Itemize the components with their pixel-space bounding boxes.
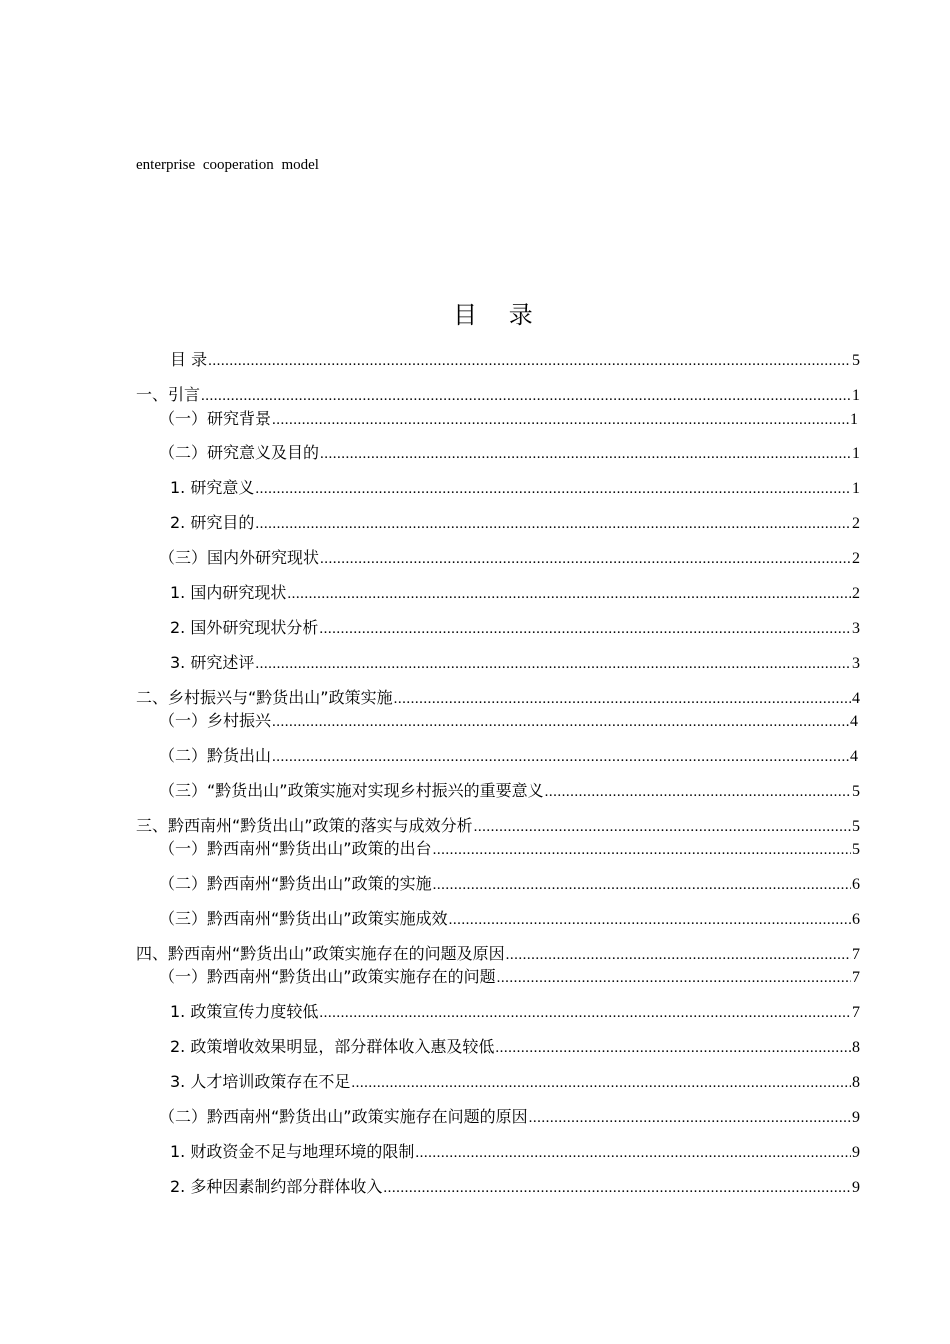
toc-leader-dots [272, 409, 849, 431]
toc-entry-label: 一、引言 [136, 385, 201, 404]
toc-entry-label: （二）研究意义及目的 [159, 443, 320, 462]
toc-entry-page: 3 [852, 620, 860, 637]
toc-entry-label: （一）黔西南州“黔货出山”政策实施存在的问题 [159, 967, 496, 986]
toc-entry[interactable] [170, 1176, 860, 1198]
toc-entry-label: （三）“黔货出山”政策实施对实现乡村振兴的重要意义 [159, 781, 544, 800]
toc-leader-dots [474, 816, 851, 838]
toc-entry[interactable] [159, 408, 858, 430]
toc-entry-page: 4 [852, 690, 860, 707]
toc-entry-label: 四、黔西南州“黔货出山”政策实施存在的问题及原因 [136, 944, 505, 963]
toc-entry[interactable] [159, 908, 860, 930]
toc-entry-label: 2. 多种因素制约部分群体收入 [170, 1177, 383, 1196]
toc-entry-page: 5 [852, 352, 860, 369]
toc-title: 目 录 [453, 301, 545, 329]
toc-entry-page: 6 [852, 876, 860, 893]
toc-entry-page: 2 [852, 585, 860, 602]
toc-entry-page: 5 [852, 783, 860, 800]
toc-leader-dots [320, 443, 851, 465]
toc-entry-label: （二）黔货出山 [159, 746, 272, 765]
toc-entry[interactable] [170, 1001, 860, 1023]
toc-leader-dots [497, 967, 851, 989]
toc-leader-dots [394, 688, 851, 710]
toc-entry[interactable] [170, 512, 860, 534]
toc-entry-page: 5 [852, 818, 860, 835]
toc-entry-page: 6 [852, 911, 860, 928]
toc-entry-label: 1. 财政资金不足与地理环境的限制 [170, 1142, 415, 1161]
toc-entry[interactable] [159, 966, 860, 988]
toc-entry-page: 5 [852, 841, 860, 858]
toc-entry[interactable] [136, 943, 860, 965]
toc-entry[interactable] [159, 710, 858, 732]
toc-entry-page: 9 [852, 1144, 860, 1161]
toc-leader-dots [255, 513, 851, 535]
toc-leader-dots [255, 653, 851, 675]
toc-leader-dots [319, 618, 851, 640]
toc-leader-dots [449, 909, 851, 931]
toc-entry-page: 7 [852, 946, 860, 963]
toc-entry[interactable] [170, 349, 860, 371]
toc-leader-dots [383, 1177, 851, 1199]
toc-entry-label: 二、乡村振兴与“黔货出山”政策实施 [136, 688, 393, 707]
toc-entry-label: 2. 政策增收效果明显，部分群体收入惠及较低 [170, 1037, 495, 1056]
toc-entry-label: 1. 研究意义 [170, 478, 255, 497]
toc-leader-dots [545, 781, 851, 803]
toc-leader-dots [495, 1037, 851, 1059]
toc-entry[interactable] [170, 1036, 860, 1058]
toc-entry-page: 8 [852, 1074, 860, 1091]
toc-entry[interactable] [159, 442, 860, 464]
toc-entry[interactable] [170, 1141, 860, 1163]
toc-entry-label: （一）乡村振兴 [159, 711, 272, 730]
toc-entry-label: （二）黔西南州“黔货出山”政策的实施 [159, 874, 432, 893]
toc-entry-page: 1 [852, 480, 860, 497]
toc-entry-label: 2. 国外研究现状分析 [170, 618, 319, 637]
toc-entry-label: 3. 人才培训政策存在不足 [170, 1072, 351, 1091]
toc-entry[interactable] [170, 1071, 860, 1093]
toc-entry[interactable] [159, 547, 860, 569]
toc-entry-page: 1 [850, 411, 858, 428]
toc-leader-dots [208, 350, 851, 372]
toc-leader-dots [415, 1142, 851, 1164]
toc-entry[interactable] [159, 745, 858, 767]
toc-entry-label: 1. 国内研究现状 [170, 583, 287, 602]
toc-entry-page: 7 [852, 969, 860, 986]
toc-entry-page: 1 [852, 445, 860, 462]
toc-entry-label: （一）黔西南州“黔货出山”政策的出台 [159, 839, 432, 858]
toc-entry[interactable] [159, 780, 860, 802]
toc-leader-dots [351, 1072, 851, 1094]
toc-leader-dots [319, 1002, 851, 1024]
toc-leader-dots [272, 746, 849, 768]
toc-entry[interactable] [136, 815, 860, 837]
toc-entry-page: 9 [852, 1179, 860, 1196]
toc-entry[interactable] [159, 838, 860, 860]
toc-leader-dots [272, 711, 849, 733]
toc-entry-label: 目 录 [170, 350, 208, 369]
toc-leader-dots [433, 874, 851, 896]
toc-leader-dots [255, 478, 851, 500]
toc-entry[interactable] [136, 687, 860, 709]
toc-entry-label: （三）黔西南州“黔货出山”政策实施成效 [159, 909, 448, 928]
toc-entry-label: 2. 研究目的 [170, 513, 255, 532]
toc-entry[interactable] [170, 652, 860, 674]
toc-entry-page: 2 [852, 515, 860, 532]
toc-leader-dots [287, 583, 851, 605]
toc-entry-page: 4 [850, 713, 858, 730]
toc-entry-label: 三、黔西南州“黔货出山”政策的落实与成效分析 [136, 816, 473, 835]
toc-entry-label: （三）国内外研究现状 [159, 548, 320, 567]
toc-entry-page: 1 [852, 387, 860, 404]
toc-entry[interactable] [170, 582, 860, 604]
toc-leader-dots [433, 839, 851, 861]
toc-leader-dots [529, 1107, 851, 1129]
toc-entry-label: （一）研究背景 [159, 409, 272, 428]
toc-entry-page: 7 [852, 1004, 860, 1021]
toc-entry-label: 3. 研究述评 [170, 653, 255, 672]
toc-leader-dots [201, 385, 851, 407]
toc-leader-dots [320, 548, 851, 570]
toc-entry[interactable] [159, 1106, 860, 1128]
toc-entry-label: 1. 政策宣传力度较低 [170, 1002, 319, 1021]
toc-entry-page: 8 [852, 1039, 860, 1056]
toc-leader-dots [506, 944, 851, 966]
toc-entry-page: 3 [852, 655, 860, 672]
toc-entry-page: 9 [852, 1109, 860, 1126]
toc-entry-page: 4 [850, 748, 858, 765]
toc-entry-page: 2 [852, 550, 860, 567]
toc-entry[interactable] [159, 873, 860, 895]
toc-entry-label: （二）黔西南州“黔货出山”政策实施存在问题的原因 [159, 1107, 528, 1126]
toc-entry[interactable] [136, 384, 860, 406]
abstract-keywords-fragment: enterprise cooperation model [136, 157, 319, 173]
toc-entry[interactable] [170, 617, 860, 639]
toc-entry[interactable] [170, 477, 860, 499]
